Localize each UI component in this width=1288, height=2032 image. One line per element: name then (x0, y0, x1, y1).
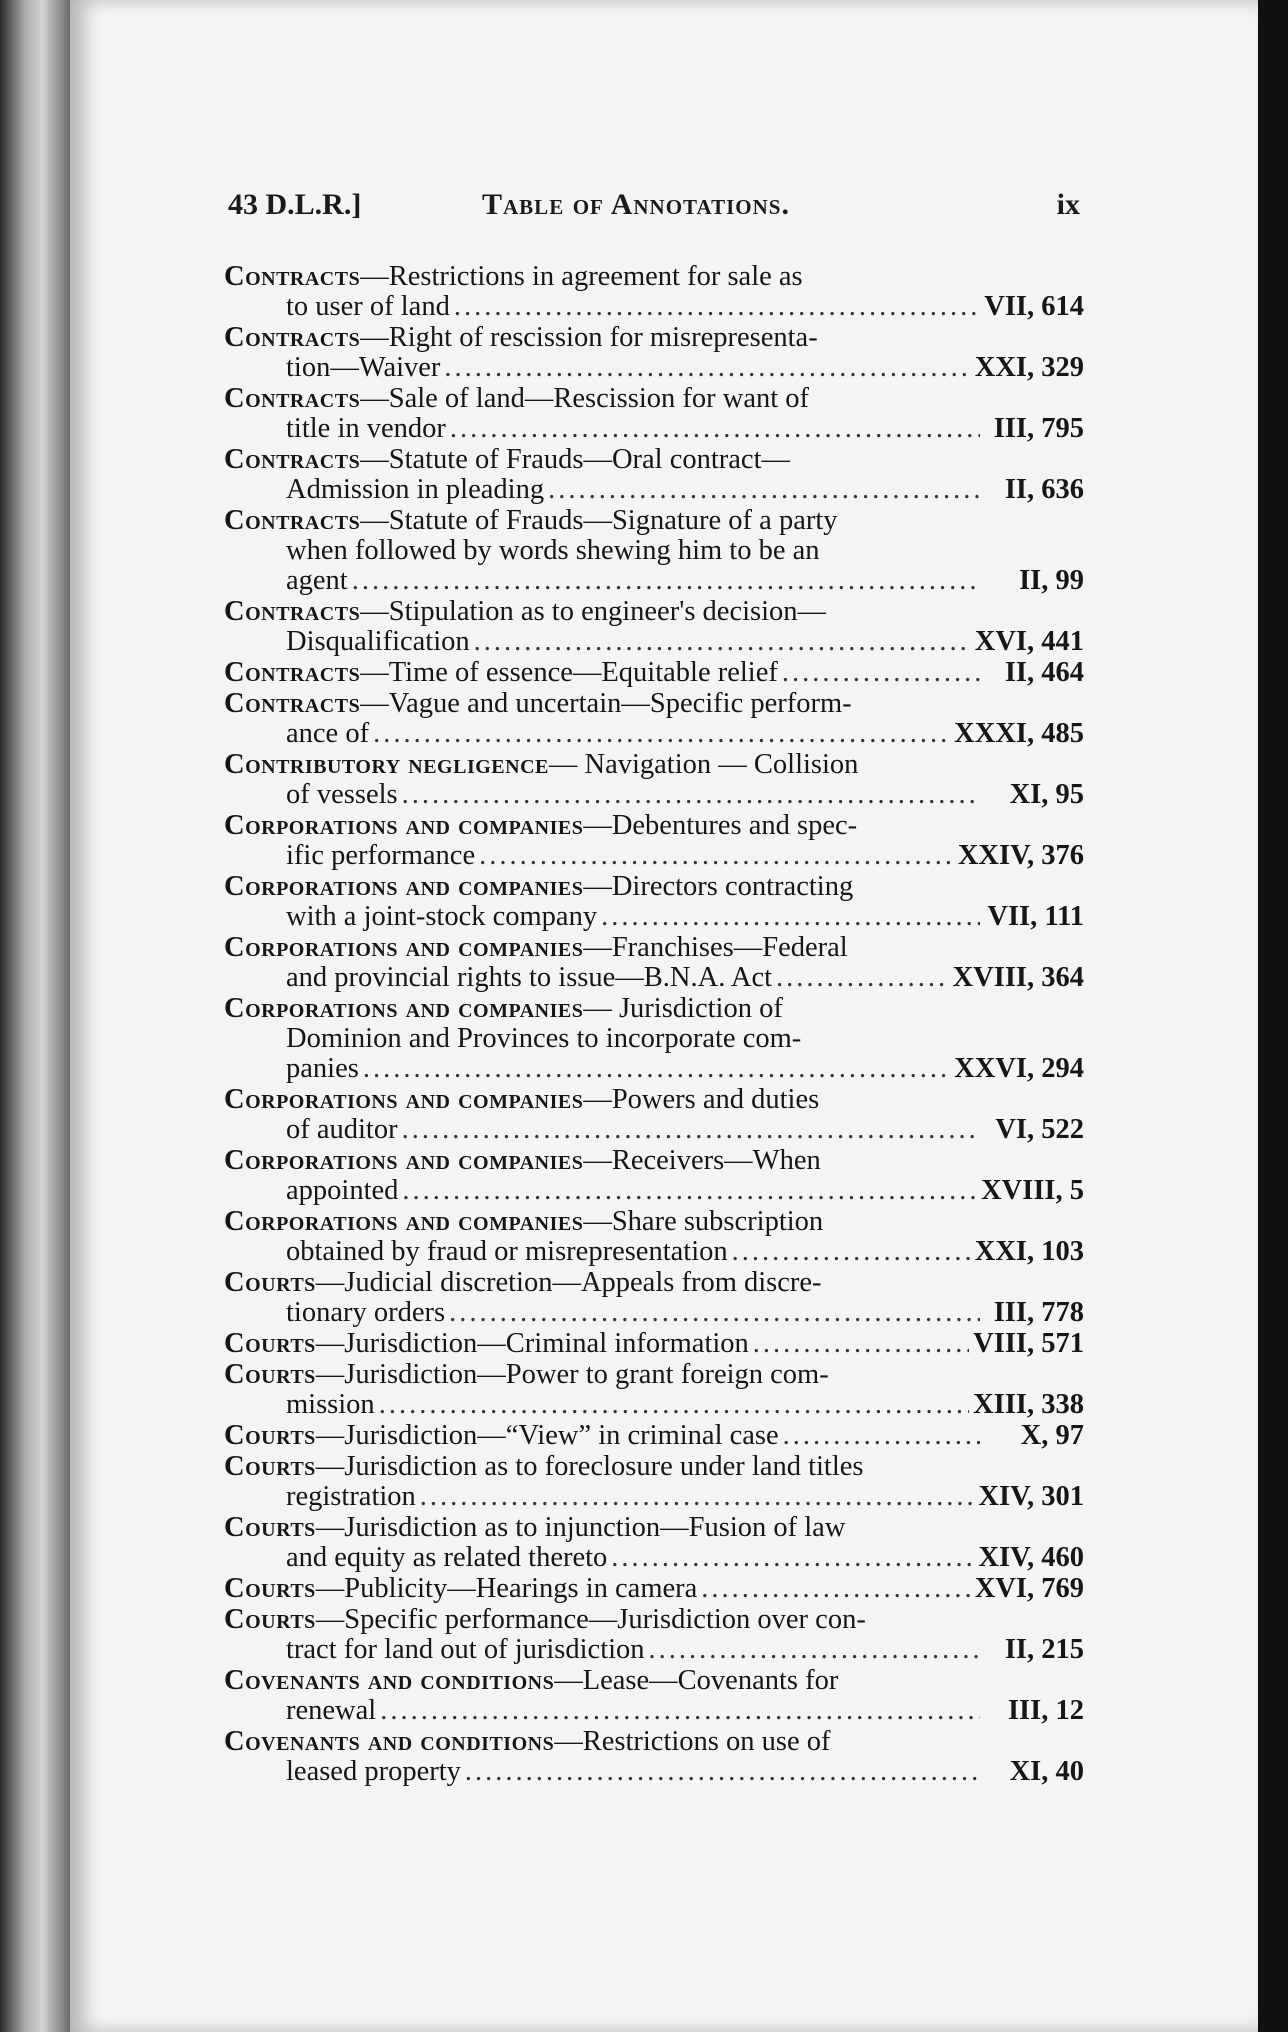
entry-text: —Debentures and spec- (583, 810, 858, 841)
entry-line (224, 963, 1084, 993)
volume-page-citation: XXXI, 485 (954, 718, 1084, 749)
running-header (228, 188, 1080, 228)
entry-line (224, 323, 1084, 353)
entry-text: —Franchises—Federal (583, 932, 848, 963)
entry-line (224, 1696, 1084, 1726)
entry-line (224, 1054, 1084, 1084)
dot-leader (450, 414, 980, 444)
entry-line (224, 872, 1084, 902)
volume-page-citation: VI, 522 (995, 1114, 1084, 1145)
annotation-entry (224, 445, 1084, 505)
entry-heading: Courts (224, 1267, 316, 1298)
volume-page-citation: XXIV, 376 (957, 840, 1084, 871)
dot-leader (444, 353, 970, 383)
volume-page-citation: XVIII, 5 (981, 1175, 1084, 1206)
annotation-entry (224, 597, 1084, 657)
entry-heading: Courts (224, 1359, 316, 1390)
entry-text: title in vendor (286, 413, 446, 444)
annotation-entry (224, 1421, 1084, 1451)
volume-page-citation: XVI, 769 (974, 1573, 1084, 1604)
book-spine (0, 0, 70, 2032)
entry-heading: Contracts (224, 444, 361, 475)
entry-text: panies (286, 1053, 359, 1084)
entry-text: of auditor (286, 1114, 398, 1145)
entry-text: and provincial rights to issue—B.N.A. Act (286, 962, 773, 993)
annotation-entry (224, 689, 1084, 749)
entry-line (224, 627, 1084, 657)
entry-heading: Courts (224, 1573, 316, 1604)
entry-heading: Contracts (224, 383, 361, 414)
annotation-entry (224, 750, 1084, 810)
dot-leader (449, 1298, 980, 1328)
annotation-entry (224, 1360, 1084, 1420)
entry-line (224, 1329, 1084, 1359)
dot-leader (782, 658, 980, 688)
entry-line (224, 597, 1084, 627)
annotation-entry (224, 933, 1084, 993)
volume-page-citation: XXVI, 294 (954, 1053, 1084, 1084)
entry-text: ific performance (286, 840, 476, 871)
dot-leader (380, 1696, 980, 1726)
entry-text: with a joint-stock company (286, 901, 598, 932)
entry-heading: Contracts (224, 505, 361, 536)
entry-text: —Statute of Frauds—Oral contract— (360, 444, 790, 475)
entry-line (224, 1482, 1084, 1512)
entry-text: —Judicial discretion—Appeals from discre- (315, 1267, 822, 1298)
entry-line (224, 994, 1084, 1024)
entry-line (224, 750, 1084, 780)
annotation-entry (224, 384, 1084, 444)
dot-leader (402, 1115, 980, 1145)
dot-leader (601, 902, 980, 932)
dot-leader (373, 719, 950, 749)
entry-text: Admission in pleading (286, 474, 545, 505)
entry-text: —Restrictions on use of (554, 1726, 831, 1757)
entry-line (224, 1024, 1084, 1054)
entry-heading: Covenants and conditions (224, 1726, 555, 1757)
entry-text: — Jurisdiction of (583, 993, 783, 1024)
entry-line (224, 262, 1084, 292)
entry-heading: Contracts (224, 657, 361, 688)
entry-text: mission (286, 1389, 375, 1420)
annotation-entry (224, 1513, 1084, 1573)
entry-text: —Jurisdiction—“View” in criminal case (315, 1420, 779, 1451)
dot-leader (479, 841, 954, 871)
entry-text: —Jurisdiction as to injunction—Fusion of law (315, 1512, 846, 1543)
entry-heading: Contributory negligence (224, 749, 549, 780)
entry-text: —Share subscription (583, 1206, 824, 1237)
page-title: Table of Annotations. (482, 188, 790, 221)
entry-line (224, 1298, 1084, 1328)
dot-leader (753, 1329, 969, 1359)
entry-text: —Jurisdiction—Criminal information (315, 1328, 749, 1359)
annotation-entry (224, 1574, 1084, 1604)
volume-page-citation: X, 97 (1020, 1420, 1084, 1451)
volume-page-citation: XXI, 329 (974, 352, 1084, 383)
entry-heading: Courts (224, 1512, 316, 1543)
entry-line (224, 902, 1084, 932)
entry-heading: Courts (224, 1328, 316, 1359)
entry-line (224, 780, 1084, 810)
volume-page-citation: XIV, 460 (978, 1542, 1084, 1573)
entry-text: —Receivers—When (583, 1145, 821, 1176)
entry-text: tionary orders (286, 1297, 446, 1328)
entry-line (224, 292, 1084, 322)
entry-text: —Time of essence—Equitable relief (360, 657, 778, 688)
annotation-entry (224, 1085, 1084, 1145)
dot-leader (701, 1574, 970, 1604)
annotation-entry (224, 1727, 1084, 1787)
dot-leader (420, 1482, 975, 1512)
entry-line (224, 658, 1084, 688)
entry-text: leased property (286, 1756, 461, 1787)
entry-heading: Covenants and conditions (224, 1665, 555, 1696)
entry-text: —Directors contracting (583, 871, 854, 902)
dot-leader (776, 963, 949, 993)
dot-leader (465, 1757, 980, 1787)
volume-page-citation: II, 215 (1004, 1634, 1084, 1665)
entry-line (224, 1605, 1084, 1635)
entry-line (224, 1452, 1084, 1482)
entry-heading: Corporations and companies (224, 1206, 584, 1237)
annotation-entry (224, 994, 1084, 1084)
entry-text: tion—Waiver (286, 352, 441, 383)
volume-reference: 43 D.L.R.] (228, 188, 362, 221)
entry-line (224, 445, 1084, 475)
entry-text: Dominion and Provinces to incorporate com- (286, 1023, 802, 1054)
dot-leader (649, 1635, 980, 1665)
annotations-list (224, 262, 1084, 1788)
entry-text: registration (286, 1481, 416, 1512)
entry-line (224, 689, 1084, 719)
annotation-entry (224, 1207, 1084, 1267)
entry-text: —Publicity—Hearings in camera (315, 1573, 698, 1604)
entry-text: —Jurisdiction—Power to grant foreign com- (315, 1359, 829, 1390)
entry-text: —Specific performance—Jurisdiction over con- (315, 1604, 866, 1635)
entry-heading: Corporations and companies (224, 993, 584, 1024)
entry-line (224, 1574, 1084, 1604)
annotation-entry (224, 658, 1084, 688)
entry-heading: Contracts (224, 322, 361, 353)
entry-line (224, 933, 1084, 963)
annotation-entry (224, 872, 1084, 932)
volume-page-citation: III, 12 (1007, 1695, 1084, 1726)
entry-line (224, 1757, 1084, 1787)
dot-leader (363, 1054, 950, 1084)
annotation-entry (224, 1605, 1084, 1665)
volume-page-citation: II, 636 (1004, 474, 1084, 505)
entry-text: renewal (286, 1695, 377, 1726)
entry-text: —Statute of Frauds—Signature of a party (360, 505, 838, 536)
entry-line (224, 1421, 1084, 1451)
entry-heading: Contracts (224, 261, 361, 292)
entry-line (224, 1237, 1084, 1267)
entry-text: —Vague and uncertain—Specific perform- (360, 688, 852, 719)
entry-line (224, 841, 1084, 871)
annotation-entry (224, 262, 1084, 322)
dot-leader (783, 1421, 980, 1451)
entry-heading: Corporations and companies (224, 810, 584, 841)
entry-heading: Corporations and companies (224, 1084, 584, 1115)
annotation-entry (224, 1329, 1084, 1359)
entry-text: appointed (286, 1175, 399, 1206)
entry-line (224, 384, 1084, 414)
annotation-entry (224, 1452, 1084, 1512)
entry-line (224, 1635, 1084, 1665)
volume-page-citation: III, 795 (993, 413, 1084, 444)
entry-line (224, 1146, 1084, 1176)
volume-page-citation: II, 99 (1019, 565, 1084, 596)
dot-leader (402, 1176, 977, 1206)
entry-text: ance of (286, 718, 370, 749)
dot-leader (402, 780, 980, 810)
entry-text: to user of land (286, 291, 450, 322)
volume-page-citation: XVI, 441 (974, 626, 1084, 657)
entry-line (224, 1390, 1084, 1420)
volume-page-citation: III, 778 (993, 1297, 1084, 1328)
annotation-entry (224, 323, 1084, 383)
entry-text: agent (286, 565, 348, 596)
entry-text: tract for land out of jurisdiction (286, 1634, 645, 1665)
entry-line (224, 1268, 1084, 1298)
entry-text: —Stipulation as to engineer's decision— (360, 596, 827, 627)
entry-line (224, 566, 1084, 596)
entry-line (224, 506, 1084, 536)
entry-line (224, 1360, 1084, 1390)
entry-text: —Powers and duties (583, 1084, 820, 1115)
entry-heading: Corporations and companies (224, 871, 584, 902)
dot-leader (611, 1543, 974, 1573)
entry-text: —Jurisdiction as to foreclosure under land titles (315, 1451, 864, 1482)
entry-line (224, 1543, 1084, 1573)
annotation-entry (224, 506, 1084, 596)
entry-line (224, 1176, 1084, 1206)
entry-text: —Restrictions in agreement for sale as (360, 261, 803, 292)
entry-text: of vessels (286, 779, 398, 810)
volume-page-citation: XI, 95 (1009, 779, 1084, 810)
entry-line (224, 414, 1084, 444)
entry-heading: Contracts (224, 688, 361, 719)
entry-text: —Right of rescission for misrepresenta- (360, 322, 818, 353)
annotation-entry (224, 811, 1084, 871)
entry-line (224, 719, 1084, 749)
entry-line (224, 1513, 1084, 1543)
dot-leader (548, 475, 980, 505)
dot-leader (352, 566, 980, 596)
entry-heading: Corporations and companies (224, 1145, 584, 1176)
volume-page-citation: VII, 614 (984, 291, 1084, 322)
entry-line (224, 1085, 1084, 1115)
entry-line (224, 536, 1084, 566)
entry-line (224, 1727, 1084, 1757)
entry-line (224, 475, 1084, 505)
entry-line (224, 811, 1084, 841)
entry-line (224, 353, 1084, 383)
page-number: ix (1056, 188, 1080, 221)
entry-heading: Corporations and companies (224, 932, 584, 963)
entry-heading: Courts (224, 1451, 316, 1482)
entry-heading: Courts (224, 1420, 316, 1451)
dot-leader (732, 1237, 971, 1267)
entry-text: obtained by fraud or misrepresentation (286, 1236, 728, 1267)
entry-text: Disqualification (286, 626, 470, 657)
dot-leader (379, 1390, 969, 1420)
entry-line (224, 1207, 1084, 1237)
volume-page-citation: II, 464 (1004, 657, 1084, 688)
entry-line (224, 1115, 1084, 1145)
volume-page-citation: XXI, 103 (974, 1236, 1084, 1267)
entry-heading: Contracts (224, 596, 361, 627)
volume-page-citation: XI, 40 (1009, 1756, 1084, 1787)
volume-page-citation: VIII, 571 (973, 1328, 1084, 1359)
entry-text: and equity as related thereto (286, 1542, 608, 1573)
entry-line (224, 1666, 1084, 1696)
dot-leader (454, 292, 980, 322)
entry-text: — Navigation — Collision (548, 749, 859, 780)
entry-text: —Sale of land—Rescission for want of (360, 383, 810, 414)
volume-page-citation: XVIII, 364 (952, 962, 1084, 993)
annotation-entry (224, 1146, 1084, 1206)
entry-text: —Lease—Covenants for (554, 1665, 839, 1696)
volume-page-citation: VII, 111 (987, 901, 1084, 932)
volume-page-citation: XIII, 338 (973, 1389, 1084, 1420)
page-edge-shadow (1258, 0, 1288, 2032)
volume-page-citation: XIV, 301 (978, 1481, 1084, 1512)
entry-text: when followed by words shewing him to be an (286, 535, 820, 566)
annotation-entry (224, 1268, 1084, 1328)
annotation-entry (224, 1666, 1084, 1726)
entry-heading: Courts (224, 1604, 316, 1635)
dot-leader (474, 627, 971, 657)
